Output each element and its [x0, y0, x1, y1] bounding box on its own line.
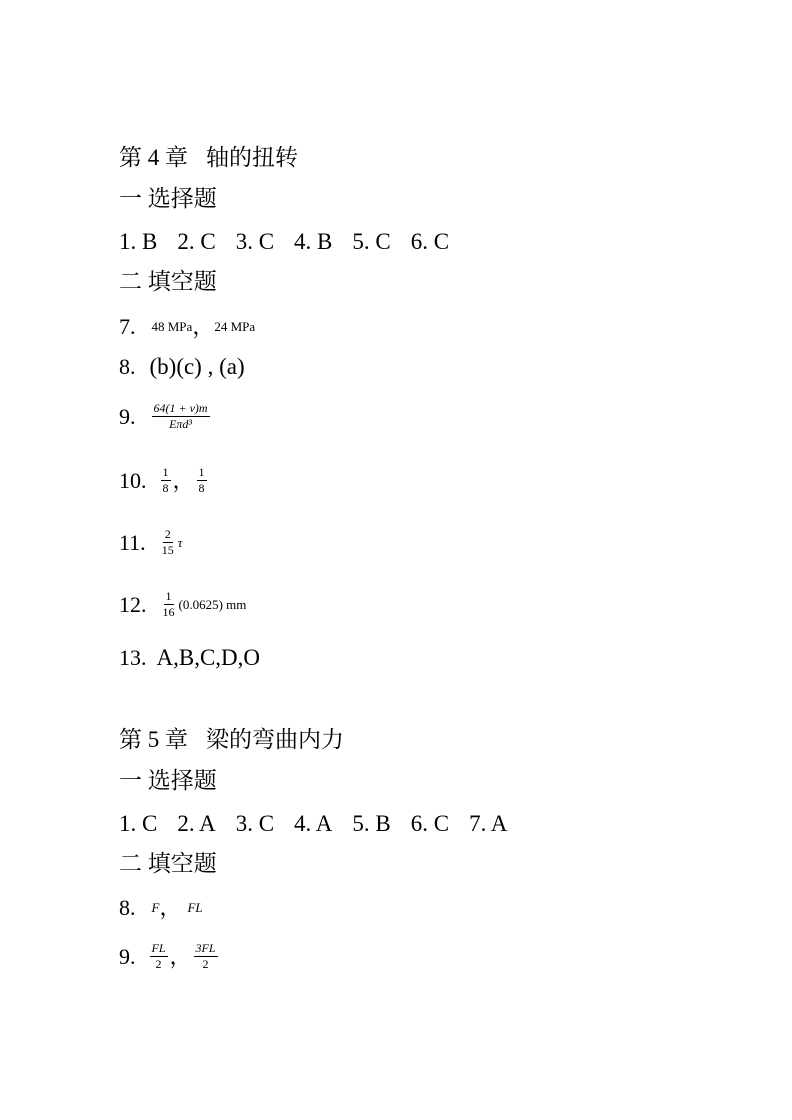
ch4-q11-number: 11.	[119, 529, 146, 555]
ch4-q8-answer: (b)(c) , (a)	[149, 354, 245, 379]
ch4-mc-answer: 1. B	[119, 229, 158, 254]
chapter-4-heading	[119, 144, 298, 172]
ch4-mc-heading: 一 选择题	[119, 186, 217, 211]
ch4-mc-answers	[119, 228, 469, 256]
ch4-q10-number: 10.	[119, 467, 147, 493]
chapter-5-heading	[119, 726, 344, 754]
ch4-q11-bottom: 15	[161, 543, 174, 557]
ch4-q9	[119, 402, 212, 431]
ch4-q9-denominator: Eπd³	[169, 417, 193, 431]
ch5-mc-heading: 一 选择题	[119, 768, 217, 793]
ch4-q12-number: 12.	[119, 591, 147, 617]
ch4-q7-number: 7.	[119, 314, 136, 339]
ch5-q8	[119, 894, 203, 922]
ch5-mc-answer: 5. B	[352, 811, 391, 836]
ch4-mc-answer: 3. C	[235, 229, 275, 254]
ch4-q12-suffix: (0.0625) mm	[178, 596, 247, 612]
chapter-4-title: 轴的扭转	[206, 145, 298, 170]
ch5-mc-answer: 2. A	[177, 811, 216, 836]
ch4-q10-fraction-2	[197, 466, 207, 495]
ch4-q9-fraction	[152, 402, 210, 431]
ch4-q11-top: 2	[164, 527, 171, 541]
ch5-q8-answer-a: F	[151, 900, 160, 915]
ch4-q12	[119, 590, 246, 619]
ch4-q9-numerator: 64(1 + ν)m	[153, 401, 208, 415]
chapter-5-title: 梁的弯曲内力	[206, 727, 344, 752]
ch4-mc-answer: 4. B	[294, 229, 333, 254]
ch5-q9-f2-top: 3FL	[195, 941, 216, 955]
ch4-q12-top: 1	[165, 589, 172, 603]
ch5-q8-separator: ，	[159, 895, 182, 920]
ch4-q7-answer-b: 24 MPa	[214, 319, 256, 334]
ch4-q10-f2-top: 1	[198, 465, 205, 479]
ch4-q9-number: 9.	[119, 403, 136, 429]
ch4-q8-number: 8.	[119, 354, 136, 379]
ch4-mc-answer: 2. C	[177, 229, 216, 254]
ch4-q7-separator: ，	[192, 314, 215, 339]
ch4-q12-fraction	[161, 590, 177, 619]
ch5-q9-separator: ，	[169, 943, 192, 969]
ch5-mc-answer: 4. A	[294, 811, 333, 836]
ch5-q8-number: 8.	[119, 895, 136, 920]
ch5-q9	[119, 942, 220, 971]
ch4-mc-answer: 5. C	[352, 229, 391, 254]
ch5-q9-f1-top: FL	[151, 941, 166, 955]
ch4-q10-f1-bottom: 8	[162, 481, 169, 495]
ch5-q9-fraction-2	[194, 942, 218, 971]
ch4-fill-heading: 二 填空题	[119, 269, 217, 294]
ch5-fill-heading: 二 填空题	[119, 851, 217, 876]
ch5-q9-f2-bottom: 2	[202, 957, 209, 971]
ch4-q10-f1-top: 1	[162, 465, 169, 479]
ch4-q11	[119, 528, 182, 557]
ch4-q10-f2-bottom: 8	[198, 481, 205, 495]
ch5-q9-fraction-1	[150, 942, 168, 971]
ch5-mc-answer: 6. C	[410, 811, 450, 836]
ch5-q9-number: 9.	[119, 943, 136, 969]
ch4-q7-answer-a: 48 MPa	[151, 319, 193, 334]
ch4-q13-number: 13.	[119, 645, 147, 670]
ch4-q7	[119, 313, 255, 341]
ch5-mc-answer: 3. C	[235, 811, 275, 836]
chapter-5-number: 第 5 章	[119, 727, 188, 752]
ch4-q13	[119, 644, 260, 672]
ch4-mc-answer: 6. C	[410, 229, 450, 254]
ch4-q11-suffix: τ	[177, 534, 183, 550]
ch4-q8	[119, 353, 245, 381]
chapter-4-number: 第 4 章	[119, 145, 188, 170]
ch5-q8-answer-b: FL	[187, 900, 203, 915]
ch5-mc-answers	[119, 810, 527, 838]
ch4-q12-bottom: 16	[162, 605, 175, 619]
ch4-q10-separator: ，	[172, 467, 195, 493]
ch4-q11-fraction	[160, 528, 176, 557]
ch4-q10-fraction-1	[161, 466, 171, 495]
ch4-q10	[119, 466, 209, 495]
ch5-mc-answer: 7. A	[469, 811, 508, 836]
ch5-q9-f1-bottom: 2	[155, 957, 162, 971]
ch5-mc-answer: 1. C	[119, 811, 158, 836]
ch4-q13-answer: A,B,C,D,O	[156, 645, 261, 670]
